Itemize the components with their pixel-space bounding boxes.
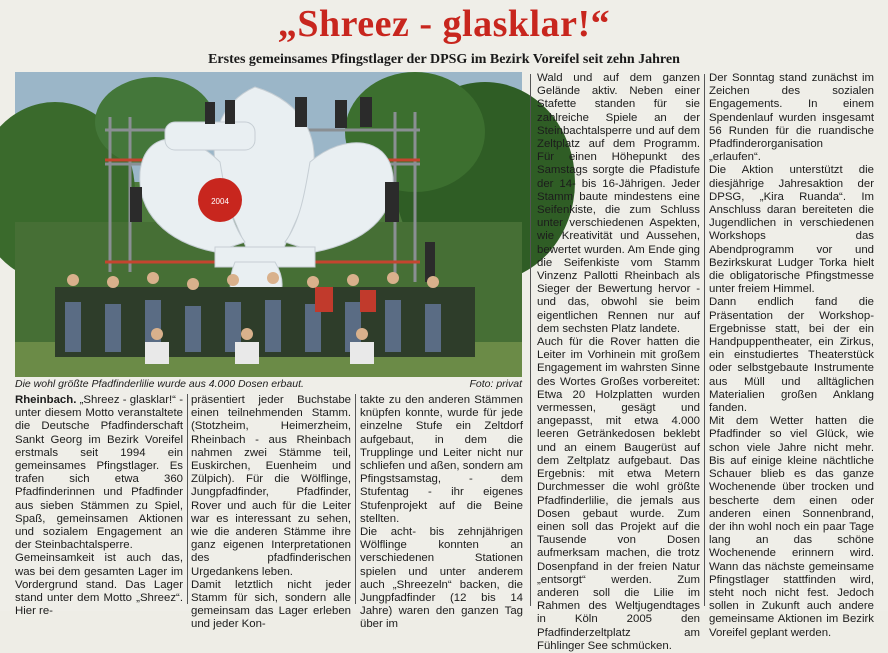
paragraph-text: „Shreez - glasklar!“ - unter diesem Motto veranstaltete die Deutsche Pfadfinderschaft Sankt Georg im Bezirk Voreifel erstmals seit 1994 ein gemeinsames Pfingstlager. Es trafen sich etwa 360 Pfadfinderinnen und Pfadfinder aus sieben Stämmen zu Spiel, Spaß, gemeinsamen Aktionen und sozialem Engagement an der Steinbachtalsperre. bbox=[15, 394, 183, 552]
paragraph-text: Gemeinsamkeit ist auch das, was bei dem gesamten Lager im Vordergrund stand. Das Lager stand unter dem Motto „Shreez“. Hier re- bbox=[15, 552, 183, 618]
column-divider bbox=[530, 74, 531, 606]
paragraph-text: Dann endlich fand die Präsentation der Workshop-Ergebnisse statt, bei der ein Handpuppentheater, ein Zirkus, ein einstudiertes Theaterstück oder selbstgebaute Instrumente aus Müll und alltäglichen Materialien großen Anklang fanden. bbox=[709, 296, 874, 415]
paragraph bbox=[360, 526, 523, 632]
photo-credit: Foto: privat bbox=[469, 378, 522, 390]
paragraph bbox=[709, 72, 874, 164]
paragraph-text: Mit dem Wetter hatten die Pfadfinder so viel Glück, wie schon viele Jahre nicht mehr. Bis auf einige kleine nächtliche Schauer blieb es das ganze Wochenende über trocken und bescherte dem einen oder anderen einen Sonnenbrand, der ihn wohl noch ein paar Tage lang an das schöne Wochenende erinnern wird. Wann das nächste gemeinsame Pfingstlager stattfinden wird, steht noch nicht fest. Jedoch sollen in Zukunft auch andere gemeinsame Aktionen im Bezirk Voreifel geplant werden. bbox=[709, 415, 874, 639]
paragraph-lead: Rheinbach. bbox=[15, 394, 77, 406]
photo-caption-text: Die wohl größte Pfadfinderlilie wurde aus 4.000 Dosen erbaut. bbox=[15, 378, 304, 390]
article-photo bbox=[15, 72, 522, 377]
column-divider bbox=[187, 394, 188, 604]
article-column-4 bbox=[537, 72, 700, 652]
paragraph-text: Damit letztlich nicht jeder Stamm für sich, sondern alle gemeinsam das Lager erleben und jeder Kon- bbox=[191, 578, 351, 631]
paragraph bbox=[709, 164, 874, 296]
paragraph bbox=[15, 394, 183, 552]
paragraph bbox=[360, 394, 523, 526]
paragraph bbox=[537, 336, 700, 653]
paragraph bbox=[709, 296, 874, 415]
badge-text: 2004 bbox=[211, 197, 229, 206]
paragraph-text: Der Sonntag stand zunächst im Zeichen des sozialen Engagements. In einem Spendenlauf wurden insgesamt 56 Runden für die ruandische Pfadfinderorganisation „erlaufen“. bbox=[709, 72, 874, 164]
paragraph bbox=[15, 552, 183, 618]
article-subheadline: Erstes gemeinsames Pfingstlager der DPSG im Bezirk Voreifel seit zehn Jahren bbox=[208, 52, 680, 67]
paragraph-text: Die Aktion unterstützt die diesjährige Jahresaktion der DPSG, „Kira Ruanda“. Im Anschluss daran bereiteten die Jugendlichen in verschiedenen Workshops das Abendprogramm vor und Bezirkskurat Ludger Torka hielt die obligatorische Pfingstmesse unter freiem Himmel. bbox=[709, 164, 874, 296]
paragraph bbox=[191, 394, 351, 579]
paragraph-text: Die acht- bis zehnjährigen Wölflinge konnten an verschiedenen Stationen spielen und unter anderem auch „Shreezeln“ backen, die Jungpfadfinder (12 bis 14 Jahre) waren den ganzen Tag über im bbox=[360, 526, 523, 631]
article-headline: „Shreez - glasklar!“ bbox=[277, 3, 611, 45]
paragraph-text: Wald und auf dem ganzen Gelände aktiv. Neben einer Stafette standen für sie zahlreiche Spiele an der Steinbachtalsperre und auf dem Zeltplatz auf dem Programm. Für einen Höhepunkt des Samstags sorgte die Pfadistufe der 14- bis 16-Jährigen. Jeder Stamm baute mindestens eine Seifenkiste, die zum Schluss unter verschiedenen Aspekten, wie Kreativität und Aussehen, bewertet wurden. Am Ende ging die Seifenkiste vom Stamm Vinzenz Pallotti Rheinbach als Sieger der Bewertung hervor - und das, obwohl sie beim eigentlichen Rennen nur auf dem sechsten Platz landete. bbox=[537, 72, 700, 335]
paragraph-text: takte zu den anderen Stämmen knüpfen konnte, wurde für jede einzelne Stufe ein Zeltdorf aufgebaut, in dem die Trupplinge und Leiter nicht nur schliefen und aßen, sondern am Pfingstsamstag, - dem Stufentag - ihr eigenes Stufenprojekt auf die Beine stellten. bbox=[360, 394, 523, 525]
paragraph bbox=[191, 579, 351, 632]
article-column-2 bbox=[191, 394, 351, 631]
article-column-5 bbox=[709, 72, 874, 639]
column-divider bbox=[355, 394, 356, 604]
article-column-3 bbox=[360, 394, 523, 631]
paragraph-text: Auch für die Rover hatten die Leiter im Vorhinein mit großem Engagement im wahrsten Sinne des Wortes Großes vorbereitet: Etwa 20 Holzplatten wurden vermessen, gesägt und angepasst, mit etwa 4.000 leeren Getränkedosen beklebt und an einem Baugerüst auf dem Zeltplatz aufgebaut. Das Ergebnis: mit etwa Metern Durchmesser die wohl größte Pfadfinderlilie, die jemals aus Dosen gebaut wurde. Zum einen soll das Projekt auf die Tausende von Dosen aufmerksam machen, die trotz Dosenpfand in der freien Natur „entsorgt“ werden. Zum anderen soll die Lilie im Rahmen des Weltjugendtages in Köln 2005 den Pfadfinderzeltplatz am Fühlinger See schmücken. bbox=[537, 336, 700, 652]
column-divider bbox=[704, 74, 705, 606]
paragraph-text: präsentiert jeder Buchstabe einen teilnehmenden Stamm. (Stotzheim, Heimerzheim, Rheinbach - aus Rheinbach nahmen zwei Stämme teil, Euskirchen, Euenheim und Zülpich). Für die Wölflinge, Jungpfadfinder, Pfadfinder, Rover und auch für die Leiter war es interessant zu sehen, wie die anderen Stämme ihre ganz eigenen Interpretationen des pfadfinderischen Urgedankens leben. bbox=[191, 394, 351, 578]
photo-illustration bbox=[15, 72, 522, 377]
paragraph bbox=[537, 72, 700, 336]
article-column-1 bbox=[15, 394, 183, 618]
photo-caption bbox=[15, 378, 522, 390]
paragraph bbox=[709, 415, 874, 639]
